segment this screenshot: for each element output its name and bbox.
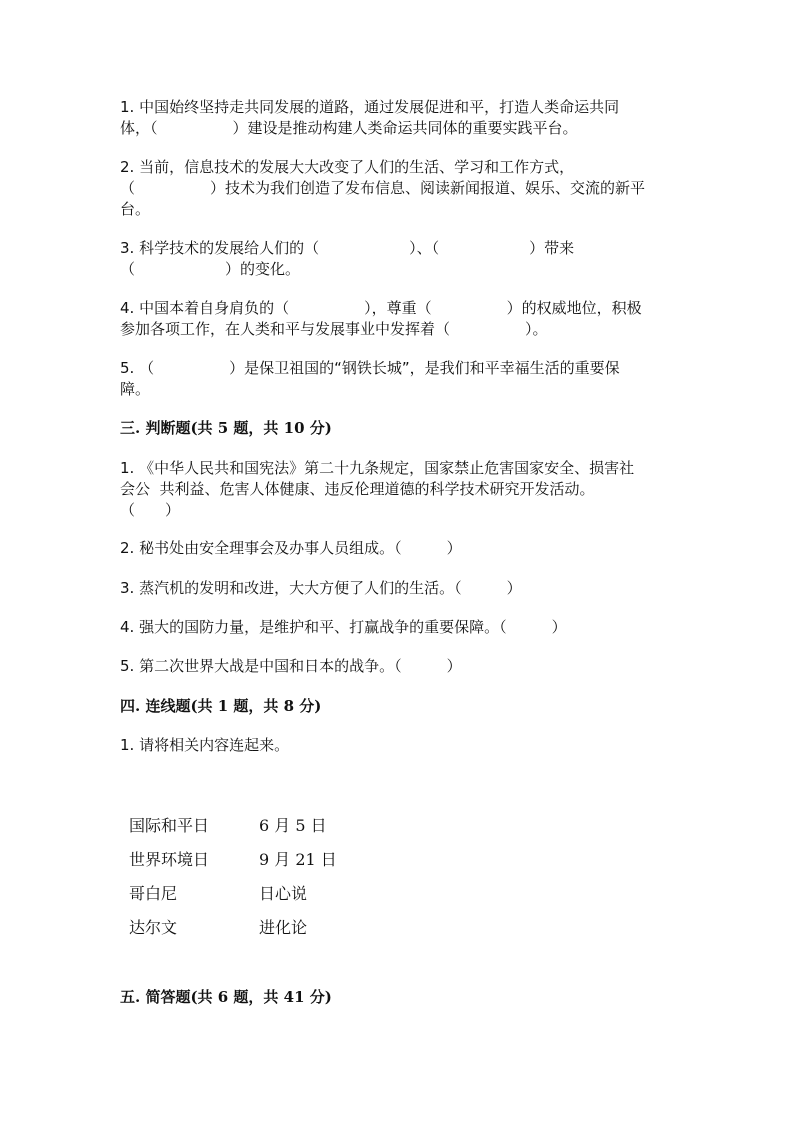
match-left-item: 哥白尼	[129, 884, 178, 903]
matching-prompt: 1. 请将相关内容连起来。	[120, 736, 290, 754]
section-heading-short-answer: 五. 简答题(共 6 题，共 41 分)	[120, 988, 332, 1006]
tf-q1-line2: 会公 共利益、危害人体健康、违反伦理道德的科学技术研究开发活动。	[120, 480, 595, 498]
tf-q5: 5. 第二次世界大战是中国和日本的战争。（ ）	[120, 657, 462, 675]
tf-q4: 4. 强大的国防力量，是维护和平、打赢战争的重要保障。（ ）	[120, 618, 567, 636]
section-heading-true-false: 三. 判断题(共 5 题，共 10 分)	[120, 419, 332, 437]
match-left-item: 世界环境日	[129, 850, 210, 869]
fill-q4-line1: 4. 中国本着自身肩负的（ ），尊重（ ）的权威地位，积极	[120, 299, 642, 317]
tf-q3: 3. 蒸汽机的发明和改进，大大方便了人们的生活。（ ）	[120, 579, 522, 597]
fill-q2-line2: （ ）技术为我们创造了发布信息、阅读新闻报道、娱乐、交流的新平	[120, 179, 646, 197]
tf-q2: 2. 秘书处由安全理事会及办事人员组成。（ ）	[120, 539, 462, 557]
match-right-item: 6 月 5 日	[259, 816, 327, 835]
match-left-item: 国际和平日	[129, 816, 210, 835]
fill-q4-line2: 参加各项工作，在人类和平与发展事业中发挥着（ ）。	[120, 320, 548, 338]
fill-q1-line2: 体，（ ）建设是推动构建人类命运共同体的重要实践平台。	[120, 119, 578, 137]
match-right-item: 9 月 21 日	[259, 850, 337, 869]
fill-q5-line2: 障。	[120, 380, 151, 398]
tf-q1-line3: （ ）	[120, 501, 181, 519]
match-left-item: 达尔文	[129, 918, 178, 937]
fill-q2-line3: 台。	[120, 200, 151, 218]
fill-q1-line1: 1. 中国始终坚持走共同发展的道路，通过发展促进和平，打造人类命运共同	[120, 98, 620, 116]
section-heading-matching: 四. 连线题(共 1 题，共 8 分)	[120, 697, 322, 715]
fill-q2-line1: 2. 当前，信息技术的发展大大改变了人们的生活、学习和工作方式，	[120, 158, 575, 176]
tf-q1-line1: 1. 《中华人民共和国宪法》第二十九条规定，国家禁止危害国家安全、损害社	[120, 459, 635, 477]
fill-q3-line2: （ ）的变化。	[120, 260, 301, 278]
match-right-item: 进化论	[259, 918, 308, 937]
fill-q5-line1: 5. （ ）是保卫祖国的“钢铁长城”，是我们和平幸福生活的重要保	[120, 359, 620, 377]
match-right-item: 日心说	[259, 884, 308, 903]
fill-q3-line1: 3. 科学技术的发展给人们的（ ）、（ ）带来	[120, 239, 575, 257]
